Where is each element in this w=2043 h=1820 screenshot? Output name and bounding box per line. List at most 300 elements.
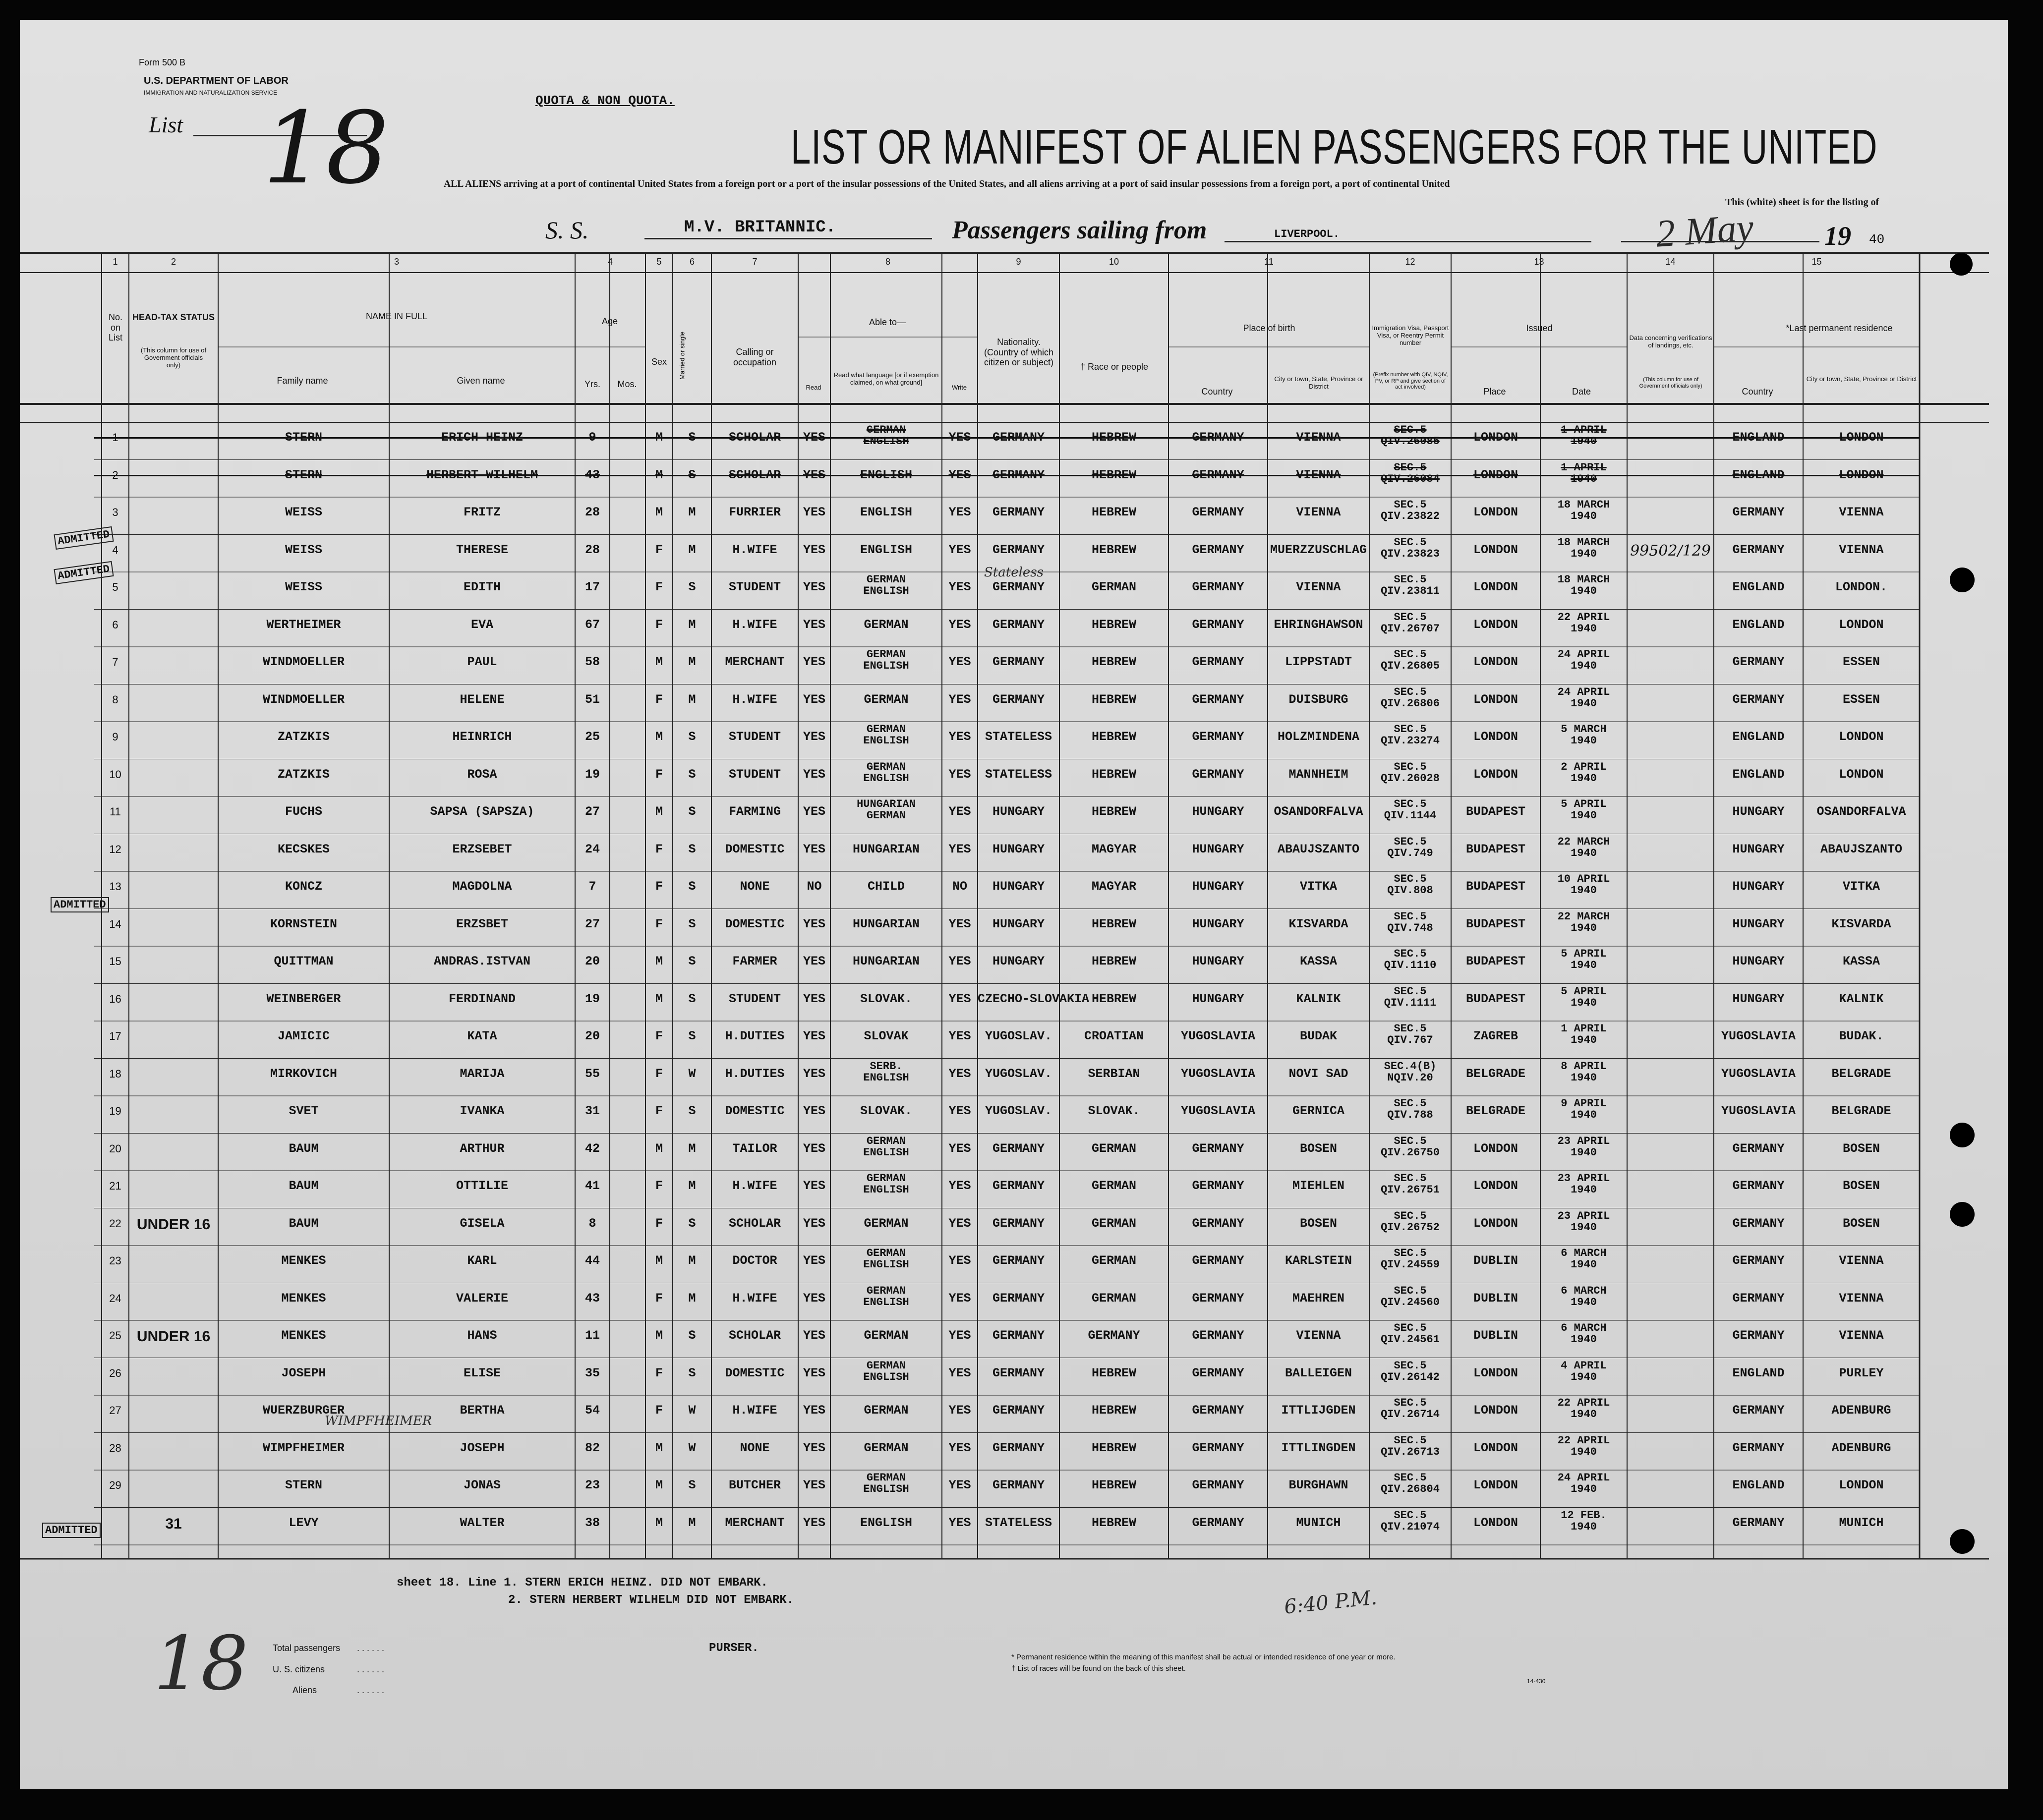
handwritten-sheet-number: 18 (154, 1621, 248, 1707)
cell-idate: 1 APRIL 1940 (1561, 424, 1607, 448)
cell-bcountry: GERMANY (1192, 617, 1244, 632)
column-number: 5 (656, 257, 662, 267)
cell-no: 16 (109, 992, 121, 1005)
cell-bcountry: HUNGARY (1192, 842, 1244, 856)
cell-idate: 24 APRIL 1940 (1557, 685, 1610, 710)
header-write: Write (951, 384, 967, 391)
cell-rcity: KISVARDA (1831, 916, 1891, 931)
cell-iplace: BUDAPEST (1465, 804, 1526, 819)
cell-family: MENKES (281, 1253, 326, 1268)
cell-family: KONCZ (285, 879, 322, 894)
cell-given: JONAS (463, 1478, 501, 1492)
admitted-stamp: ADMITTED (54, 526, 114, 550)
cell-age: 35 (584, 1365, 600, 1380)
cell-nat: YUGOSLAV. (985, 1029, 1052, 1043)
cell-lang: HUNGARIAN (852, 842, 920, 856)
cell-occ: DOMESTIC (725, 916, 785, 931)
cell-idate: 24 APRIL 1940 (1557, 648, 1610, 673)
cell-visa: SEC.5 QIV.26750 (1381, 1135, 1440, 1159)
cell-visa: SEC.5 QIV.26751 (1381, 1172, 1440, 1196)
cell-idate: 1 APRIL 1940 (1561, 1023, 1607, 1047)
cell-write: YES (948, 1403, 971, 1418)
column-number: 3 (394, 257, 399, 267)
cell-family: WINDMOELLER (262, 655, 345, 669)
cell-occ: STUDENT (728, 730, 781, 744)
cell-ms: S (688, 1104, 696, 1118)
cell-read: YES (803, 467, 825, 482)
department-name: U.S. DEPARTMENT OF LABOR (144, 75, 289, 86)
cell-bcountry: GERMANY (1192, 655, 1244, 669)
cell-sex: M (655, 954, 663, 968)
cell-bcountry: GERMANY (1192, 730, 1244, 744)
cell-sex: F (655, 1291, 663, 1306)
cell-lang: GERMAN (864, 1328, 909, 1343)
cell-lang: ENGLISH (860, 467, 913, 482)
header-married: Married or single (678, 332, 686, 380)
cell-rcountry: GERMANY (1732, 542, 1785, 557)
cell-rcountry: ENGLAND (1732, 430, 1785, 445)
cell-visa: SEC.5 QIV.767 (1387, 1023, 1433, 1047)
cell-lang: GERMAN ENGLISH (863, 1472, 909, 1496)
cell-race: HEBREW (1091, 1403, 1136, 1418)
cell-write: YES (948, 1253, 971, 1268)
cell-bcountry: GERMANY (1192, 505, 1244, 519)
cell-occ: SCHOLAR (728, 467, 781, 482)
cell-read: YES (803, 1478, 825, 1492)
cell-given: IVANKA (460, 1104, 505, 1118)
cell-occ: H.WIFE (732, 1291, 777, 1306)
cell-bcity: ABAUJSZANTO (1277, 842, 1360, 856)
cell-ms: S (688, 804, 696, 819)
cell-ms: M (688, 1253, 696, 1268)
cell-bcountry: GERMANY (1192, 1478, 1244, 1492)
cell-bcity: KARLSTEIN (1284, 1253, 1352, 1268)
cell-iplace: LONDON (1473, 505, 1518, 519)
cell-nat: GERMANY (992, 1403, 1045, 1418)
cell-nat: CZECHO-SLOVAKIA (978, 991, 1090, 1006)
cell-rcity: BOSEN (1842, 1179, 1880, 1193)
column-number: 4 (607, 257, 613, 267)
cell-bcity: MAEHREN (1292, 1291, 1345, 1306)
cell-age: 7 (588, 879, 596, 894)
cell-lang: ENGLISH (860, 1515, 913, 1530)
cell-lang: ENGLISH (860, 542, 913, 557)
cell-read: YES (803, 1066, 825, 1081)
binder-hole (1950, 1202, 1975, 1227)
cell-age: 23 (584, 1478, 600, 1492)
cell-visa: SEC.5 QIV.23274 (1381, 723, 1440, 747)
cell-write: YES (948, 1179, 971, 1193)
cell-age: 17 (584, 580, 600, 594)
cell-bcity: MIEHLEN (1292, 1179, 1345, 1193)
cell-iplace: LONDON (1473, 1478, 1518, 1492)
cell-idate: 5 APRIL 1940 (1561, 985, 1607, 1009)
cell-ms: M (688, 1141, 696, 1156)
cell-given: ERZSBET (456, 916, 509, 931)
cell-bcountry: GERMANY (1192, 580, 1244, 594)
cell-write: YES (948, 954, 971, 968)
year-printed: 19 (1824, 221, 1851, 251)
cell-ms: S (688, 580, 696, 594)
cell-ms: M (688, 617, 696, 632)
cell-read: YES (803, 505, 825, 519)
cell-bcity: EHRINGHAWSON (1274, 617, 1363, 632)
cell-lang: GERMAN ENGLISH (863, 1284, 909, 1308)
column-number: 9 (1016, 257, 1021, 267)
column-number: 7 (752, 257, 758, 267)
cell-visa: SEC.5 QIV.1144 (1384, 798, 1437, 822)
cell-read: YES (803, 1365, 825, 1380)
cell-sex: F (655, 692, 663, 707)
admitted-stamp: ADMITTED (51, 897, 109, 912)
aliens-dots: . . . . . . (357, 1685, 385, 1695)
cell-no: 13 (109, 880, 121, 893)
cell-rcity: ABAUJSZANTO (1820, 842, 1903, 856)
cell-occ: H.WIFE (732, 542, 777, 557)
cell-rcity: LONDON (1839, 767, 1884, 782)
cell-write: YES (948, 1066, 971, 1081)
cell-rcountry: HUNGARY (1732, 916, 1785, 931)
cell-given: WALTER (460, 1515, 505, 1530)
header-yrs: Yrs. (584, 379, 600, 389)
cell-sex: M (655, 467, 663, 482)
cell-visa: SEC.5 QIV.26805 (1381, 648, 1440, 673)
cell-lang: GERMAN ENGLISH (863, 1359, 909, 1383)
cell-sex: F (655, 1029, 663, 1043)
cell-lang: GERMAN ENGLISH (863, 723, 909, 747)
cell-idate: 4 APRIL 1940 (1561, 1359, 1607, 1383)
purser-signature: PURSER. (709, 1642, 759, 1655)
sailing-label: Passengers sailing from (952, 216, 1207, 244)
cell-bcountry: GERMANY (1192, 430, 1244, 445)
cell-no: 1 (112, 431, 118, 444)
cell-rcity: VITKA (1842, 879, 1880, 894)
cell-rcountry: GERMANY (1732, 692, 1785, 707)
cell-given: ERZSEBET (452, 842, 512, 856)
cell-sex: F (655, 617, 663, 632)
cell-bcountry: HUNGARY (1192, 954, 1244, 968)
cell-occ: H.WIFE (732, 692, 777, 707)
cell-bcity: MUERZZUSCHLAG (1270, 542, 1367, 557)
cell-read: YES (803, 617, 825, 632)
cell-visa: SEC.5 QIV.26804 (1381, 1472, 1440, 1496)
cell-bcountry: GERMANY (1192, 1365, 1244, 1380)
cell-read: YES (803, 842, 825, 856)
ship-underline (644, 238, 932, 239)
cell-ms: S (688, 1365, 696, 1380)
cell-age: 42 (584, 1141, 600, 1156)
column-number: 11 (1264, 257, 1274, 267)
cell-read: YES (803, 1253, 825, 1268)
cell-age: 43 (584, 1291, 600, 1306)
cell-nat: GERMANY (992, 655, 1045, 669)
header-read-lang: Read what language [or if exemption claimed, on what ground] (833, 371, 939, 386)
cell-family: WEISS (285, 580, 322, 594)
cell-nat: STATELESS (985, 767, 1052, 782)
manifest-subtitle: ALL ALIENS arriving at a port of continental United States from a foreign port or a port of the insular possessions of the United States, and all aliens arriving at a port of said insular possessions from a foreign port, a port of continental United (444, 178, 1450, 189)
cell-iplace: BUDAPEST (1465, 916, 1526, 931)
cell-write: YES (948, 1440, 971, 1455)
handwritten-stateless: Stateless (984, 565, 1044, 580)
cell-sex: F (655, 916, 663, 931)
cell-nat: GERMANY (992, 1216, 1045, 1231)
cell-idate: 6 MARCH 1940 (1561, 1322, 1607, 1346)
cell-write: YES (948, 1291, 971, 1306)
cell-family: WEISS (285, 505, 322, 519)
cell-rcity: LONDON (1839, 1478, 1884, 1492)
cell-bcity: BOSEN (1299, 1141, 1337, 1156)
cell-idate: 10 APRIL 1940 (1557, 873, 1610, 897)
cell-lang: GERMAN (864, 1216, 909, 1231)
cell-ms: W (688, 1440, 696, 1455)
cell-visa: SEC.5 QIV.24560 (1381, 1284, 1440, 1308)
cell-read: YES (803, 542, 825, 557)
cell-write: YES (948, 542, 971, 557)
cell-bcity: BOSEN (1299, 1216, 1337, 1231)
cell-sex: M (655, 1328, 663, 1343)
cell-lang: GERMAN ENGLISH (863, 760, 909, 785)
cell-visa: SEC.5 QIV.23823 (1381, 536, 1440, 560)
cell-age: 82 (584, 1440, 600, 1455)
cell-bcity: VITKA (1299, 879, 1337, 894)
cell-idate: 24 APRIL 1940 (1557, 1472, 1610, 1496)
cell-write: YES (948, 655, 971, 669)
cell-no: 3 (112, 506, 118, 518)
cell-write: NO (952, 879, 967, 894)
admitted-stamp: ADMITTED (54, 561, 114, 584)
cell-lang: SLOVAK. (860, 1104, 913, 1118)
cell-family: MIRKOVICH (270, 1066, 338, 1081)
cell-given: EVA (470, 617, 493, 632)
cell-nat: HUNGARY (992, 954, 1045, 968)
cell-read: YES (803, 430, 825, 445)
cell-idate: 5 MARCH 1940 (1561, 723, 1607, 747)
cell-iplace: LONDON (1473, 730, 1518, 744)
form-number: Form 500 B (139, 57, 186, 67)
cell-family: SVET (289, 1104, 319, 1118)
cell-iplace: BUDAPEST (1465, 842, 1526, 856)
cell-bcountry: HUNGARY (1192, 916, 1244, 931)
cell-sex: M (655, 804, 663, 819)
header-able-to: Able to— (869, 317, 906, 327)
cell-lang: GERMAN (864, 1403, 909, 1418)
cell-lang: GERMAN (864, 1440, 909, 1455)
cell-read: YES (803, 916, 825, 931)
cell-no: 14 (109, 917, 121, 930)
cell-nat: YUGOSLAV. (985, 1104, 1052, 1118)
cell-no: 2 (112, 468, 118, 481)
cell-read: YES (803, 655, 825, 669)
cell-given: ARTHUR (460, 1141, 505, 1156)
cell-bcity: KASSA (1299, 954, 1337, 968)
cell-age: 28 (584, 542, 600, 557)
cell-occ: FURRIER (728, 505, 781, 519)
header-visa: Immigration Visa, Passport Visa, or Reentry Permit number (1372, 324, 1449, 346)
cell-ms: S (688, 1328, 696, 1343)
header-place-of-birth: Place of birth (1243, 323, 1295, 333)
cell-lang: ENGLISH (860, 505, 913, 519)
cell-ms: M (688, 505, 696, 519)
list-label: List (149, 112, 183, 137)
cell-iplace: LONDON (1473, 430, 1518, 445)
cell-idate: 22 APRIL 1940 (1557, 611, 1610, 635)
cell-bcountry: GERMANY (1192, 1291, 1244, 1306)
cell-read: YES (803, 991, 825, 1006)
cell-rcountry: GERMANY (1732, 655, 1785, 669)
cell-race: HEBREW (1091, 804, 1136, 819)
cell-age: 43 (584, 467, 600, 482)
cell-rcity: VIENNA (1839, 1328, 1884, 1343)
cell-bcountry: GERMANY (1192, 767, 1244, 782)
cell-iplace: LONDON (1473, 767, 1518, 782)
cell-race: HEBREW (1091, 1515, 1136, 1530)
cell-iplace: DUBLIN (1473, 1291, 1518, 1306)
cell-ms: S (688, 467, 696, 482)
cell-rcountry: GERMANY (1732, 1179, 1785, 1193)
cell-iplace: LONDON (1473, 1179, 1518, 1193)
cell-bcountry: GERMANY (1192, 1179, 1244, 1193)
cell-iplace: BELGRADE (1465, 1066, 1526, 1081)
cell-rcity: LONDON. (1835, 580, 1888, 594)
cell-no: 19 (109, 1105, 121, 1117)
cell-write: YES (948, 730, 971, 744)
cell-family: STERN (285, 430, 322, 445)
ss-label: S. S. (545, 216, 589, 244)
cell-occ: NONE (740, 1440, 770, 1455)
cell-visa: SEC.5 QIV.26707 (1381, 611, 1440, 635)
note-line-2: 2. STERN HERBERT WILHELM DID NOT EMBARK. (508, 1593, 794, 1607)
header-issued-date: Date (1572, 387, 1591, 397)
cell-occ: SCHOLAR (728, 1328, 781, 1343)
binder-hole (1950, 253, 1973, 276)
cell-nat: STATELESS (985, 1515, 1052, 1530)
cell-rcountry: GERMANY (1732, 1515, 1785, 1530)
cell-bcity: VIENNA (1296, 430, 1341, 445)
cell-idate: 22 APRIL 1940 (1557, 1397, 1610, 1421)
handwritten-wimpfheimer: WIMPFHEIMER (325, 1414, 432, 1428)
cell-family: LEVY (289, 1515, 319, 1530)
cell-rcountry: GERMANY (1732, 1328, 1785, 1343)
cell-iplace: LONDON (1473, 1515, 1518, 1530)
cell-nat: GERMANY (992, 1179, 1045, 1193)
cell-iplace: LONDON (1473, 467, 1518, 482)
cell-ms: S (688, 767, 696, 782)
cell-bcity: VIENNA (1296, 505, 1341, 519)
cell-no: 12 (109, 843, 121, 855)
cell-race: HEBREW (1091, 730, 1136, 744)
cell-bcountry: HUNGARY (1192, 991, 1244, 1006)
cell-tax: UNDER 16 (136, 1328, 211, 1345)
cell-read: YES (803, 767, 825, 782)
cell-idate: 2 APRIL 1940 (1561, 760, 1607, 785)
cell-read: YES (803, 1141, 825, 1156)
cell-race: CROATIAN (1084, 1029, 1144, 1043)
cell-rcity: BUDAK. (1839, 1029, 1884, 1043)
cell-nat: GERMANY (992, 1365, 1045, 1380)
cell-given: MARIJA (460, 1066, 505, 1081)
total-passengers-dots: . . . . . . (357, 1643, 385, 1653)
cell-rcity: LONDON (1839, 430, 1884, 445)
cell-read: YES (803, 692, 825, 707)
cell-rcountry: HUNGARY (1732, 954, 1785, 968)
cell-rcountry: ENGLAND (1732, 767, 1785, 782)
cell-lang: GERMAN ENGLISH (863, 424, 909, 448)
cell-age: 67 (584, 617, 600, 632)
cell-given: MAGDOLNA (452, 879, 512, 894)
strike-line (94, 437, 1920, 439)
cell-read: YES (803, 1440, 825, 1455)
cell-bcity: VIENNA (1296, 580, 1341, 594)
cell-nat: GERMANY (992, 542, 1045, 557)
cell-write: YES (948, 1141, 971, 1156)
cell-iplace: ZAGREB (1473, 1029, 1518, 1043)
cell-idate: 1 APRIL 1940 (1561, 461, 1607, 485)
quota-stamp: QUOTA & NON QUOTA. (535, 93, 675, 108)
cell-bcity: GERNICA (1292, 1104, 1345, 1118)
manifest-title: LIST OR MANIFEST OF ALIEN PASSENGERS FOR THE UNITED (791, 119, 1878, 174)
cell-occ: SCHOLAR (728, 1216, 781, 1231)
header-no-on-list: No. on List (108, 312, 122, 343)
cell-nat: GERMANY (992, 1440, 1045, 1455)
cell-nat: HUNGARY (992, 879, 1045, 894)
cell-visa: SEC.5 QIV.748 (1387, 910, 1433, 934)
cell-family: STERN (285, 467, 322, 482)
cell-rcountry: HUNGARY (1732, 804, 1785, 819)
cell-bcountry: GERMANY (1192, 1253, 1244, 1268)
cell-read: YES (803, 1179, 825, 1193)
cell-age: 44 (584, 1253, 600, 1268)
cell-bcountry: HUNGARY (1192, 804, 1244, 819)
cell-iplace: LONDON (1473, 1141, 1518, 1156)
header-nationality: Nationality. (Country of which citizen or subject) (984, 337, 1054, 368)
us-citizens-dots: . . . . . . (357, 1664, 385, 1674)
cell-no: 5 (112, 581, 118, 593)
cell-ms: S (688, 954, 696, 968)
cell-race: HEBREW (1091, 617, 1136, 632)
column-number: 2 (171, 257, 176, 267)
cell-race: GERMAN (1091, 1141, 1136, 1156)
cell-visa: SEC.5 QIV.24559 (1381, 1247, 1440, 1271)
cell-nat: GERMANY (992, 1141, 1045, 1156)
cell-bcountry: GERMANY (1192, 1141, 1244, 1156)
cell-read: YES (803, 1216, 825, 1231)
cell-age: 27 (584, 804, 600, 819)
manifest-subtitle-2: This (white) sheet is for the listing of (1725, 197, 1879, 208)
cell-rcity: VIENNA (1839, 1253, 1884, 1268)
cell-rcountry: ENGLAND (1732, 1365, 1785, 1380)
cell-race: MAGYAR (1091, 842, 1136, 856)
cell-rcity: BOSEN (1842, 1216, 1880, 1231)
total-passengers-label: Total passengers (273, 1643, 341, 1653)
cell-race: GERMAN (1091, 1253, 1136, 1268)
cell-write: YES (948, 842, 971, 856)
cell-idate: 6 MARCH 1940 (1561, 1247, 1607, 1271)
cell-given: EDITH (463, 580, 501, 594)
cell-family: QUITTMAN (274, 954, 334, 968)
cell-bcountry: GERMANY (1192, 467, 1244, 482)
cell-occ: H.WIFE (732, 1403, 777, 1418)
service-name: IMMIGRATION AND NATURALIZATION SERVICE (144, 89, 278, 96)
header-res-country: Country (1742, 387, 1773, 397)
cell-age: 28 (584, 505, 600, 519)
cell-ms: M (688, 1515, 696, 1530)
cell-family: ZATZKIS (277, 767, 330, 782)
cell-visa: SEC.5 QIV.26713 (1381, 1434, 1440, 1458)
cell-sex: F (655, 1104, 663, 1118)
cell-occ: SCHOLAR (728, 430, 781, 445)
cell-write: YES (948, 1478, 971, 1492)
header-age: Age (601, 316, 618, 326)
